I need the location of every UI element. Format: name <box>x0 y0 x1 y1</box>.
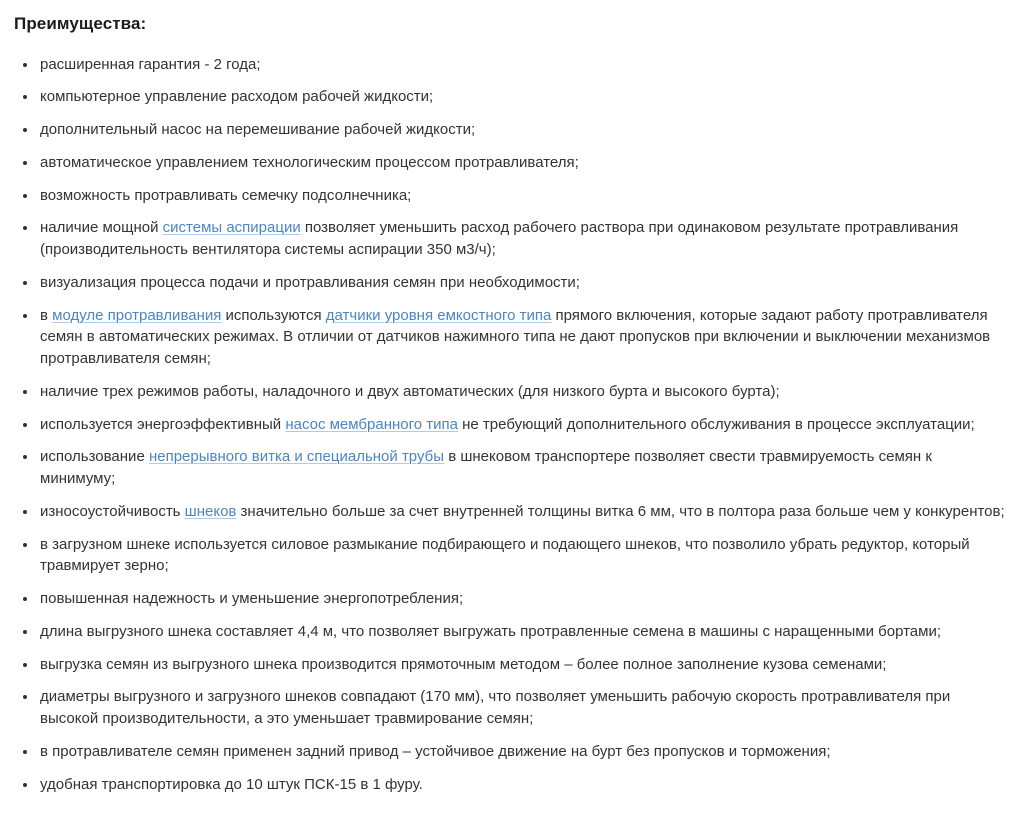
text-segment: прямого включения, которые задают работу протравливателя семян в автоматических режимах. В отличии от датчиков нажимного типа не дают пропусков при включении и выключении механизмов протравливателя семян; <box>40 306 991 368</box>
text-segment: удобная транспортировка до 10 штук ПСК-15 в 1 фуру. <box>40 775 423 793</box>
list-item <box>38 152 1006 174</box>
list-item <box>38 119 1006 141</box>
text-segment: автоматическое управлением технологическим процессом протравливателя; <box>40 153 579 171</box>
text-segment: выгрузка семян из выгрузного шнека производится прямоточным методом – более полное заполнение кузова семенами; <box>40 655 887 673</box>
text-segment: компьютерное управление расходом рабочей жидкости; <box>40 88 434 106</box>
text-segment: используются <box>221 306 326 324</box>
text-segment: возможность протравливать семечку подсолнечника; <box>40 186 412 204</box>
list-item <box>38 534 1006 578</box>
list-item <box>38 621 1006 643</box>
text-segment: наличие трех режимов работы, наладочного и двух автоматических (для низкого бурта и высокого бурта); <box>40 382 780 400</box>
text-segment: износоустойчивость <box>40 502 185 520</box>
page-title: Преимущества: <box>14 14 147 33</box>
text-segment: диаметры выгрузного и загрузного шнеков совпадают (170 мм), что позволяет уменьшить рабочую скорость протравливателя при высокой производительности, а это уменьшает травмирование семян; <box>40 688 951 728</box>
text-segment: расширенная гарантия - 2 года; <box>40 55 261 73</box>
list-item <box>38 686 1006 730</box>
list-item <box>38 741 1006 763</box>
list-item <box>38 774 1006 796</box>
text-segment: в <box>40 306 53 324</box>
list-item <box>38 381 1006 403</box>
inline-link[interactable]: шнеков <box>184 502 237 520</box>
inline-link[interactable]: системы аспирации <box>162 219 301 237</box>
text-segment: позволяет уменьшить расход рабочего раствора при одинаковом результате протравливания (производительность вентилятора системы аспирации 350 м3/ч); <box>40 219 959 259</box>
list-item <box>38 414 1006 436</box>
text-segment: повышенная надежность и уменьшение энергопотребления; <box>40 590 464 608</box>
list-item <box>38 185 1006 207</box>
text-segment: не требующий дополнительного обслуживания в процессе эксплуатации; <box>457 415 975 433</box>
list-item <box>38 272 1006 294</box>
list-item <box>38 305 1006 370</box>
text-segment: используется энергоэффективный <box>40 415 286 433</box>
text-segment: значительно больше за счет внутренней толщины витка 6 мм, что в полтора раза больше чем у конкурентов; <box>236 502 1005 520</box>
text-segment: визуализация процесса подачи и протравливания семян при необходимости; <box>40 273 580 291</box>
text-segment: в загрузном шнеке используется силовое размыкание подбирающего и подающего шнеков, что позволило убрать редуктор, который травмирует зерно; <box>40 535 970 575</box>
inline-link[interactable]: модуле протравливания <box>52 306 222 324</box>
list-item <box>38 54 1006 76</box>
list-item <box>38 446 1006 490</box>
list-item <box>38 217 1006 261</box>
inline-link[interactable]: датчики уровня емкостного типа <box>325 306 552 324</box>
text-segment: в протравливателе семян применен задний привод – устойчивое движение на бурт без пропусков и торможения; <box>40 742 831 760</box>
inline-link[interactable]: насос мембранного типа <box>285 415 458 433</box>
list-item <box>38 654 1006 676</box>
text-segment: дополнительный насос на перемешивание рабочей жидкости; <box>40 121 476 139</box>
text-segment: в шнековом транспортере позволяет свести травмируемость семян к минимуму; <box>40 448 932 488</box>
advantages-list <box>14 54 1006 796</box>
text-segment: использование <box>40 448 149 466</box>
text-segment: наличие мощной <box>40 219 163 237</box>
list-item <box>38 501 1006 523</box>
list-item <box>38 86 1006 108</box>
text-segment: длина выгрузного шнека составляет 4,4 м, что позволяет выгружать протравленные семена в машины с наращенными бортами; <box>40 622 942 640</box>
list-item <box>38 588 1006 610</box>
inline-link[interactable]: непрерывного витка и специальной трубы <box>148 448 445 466</box>
